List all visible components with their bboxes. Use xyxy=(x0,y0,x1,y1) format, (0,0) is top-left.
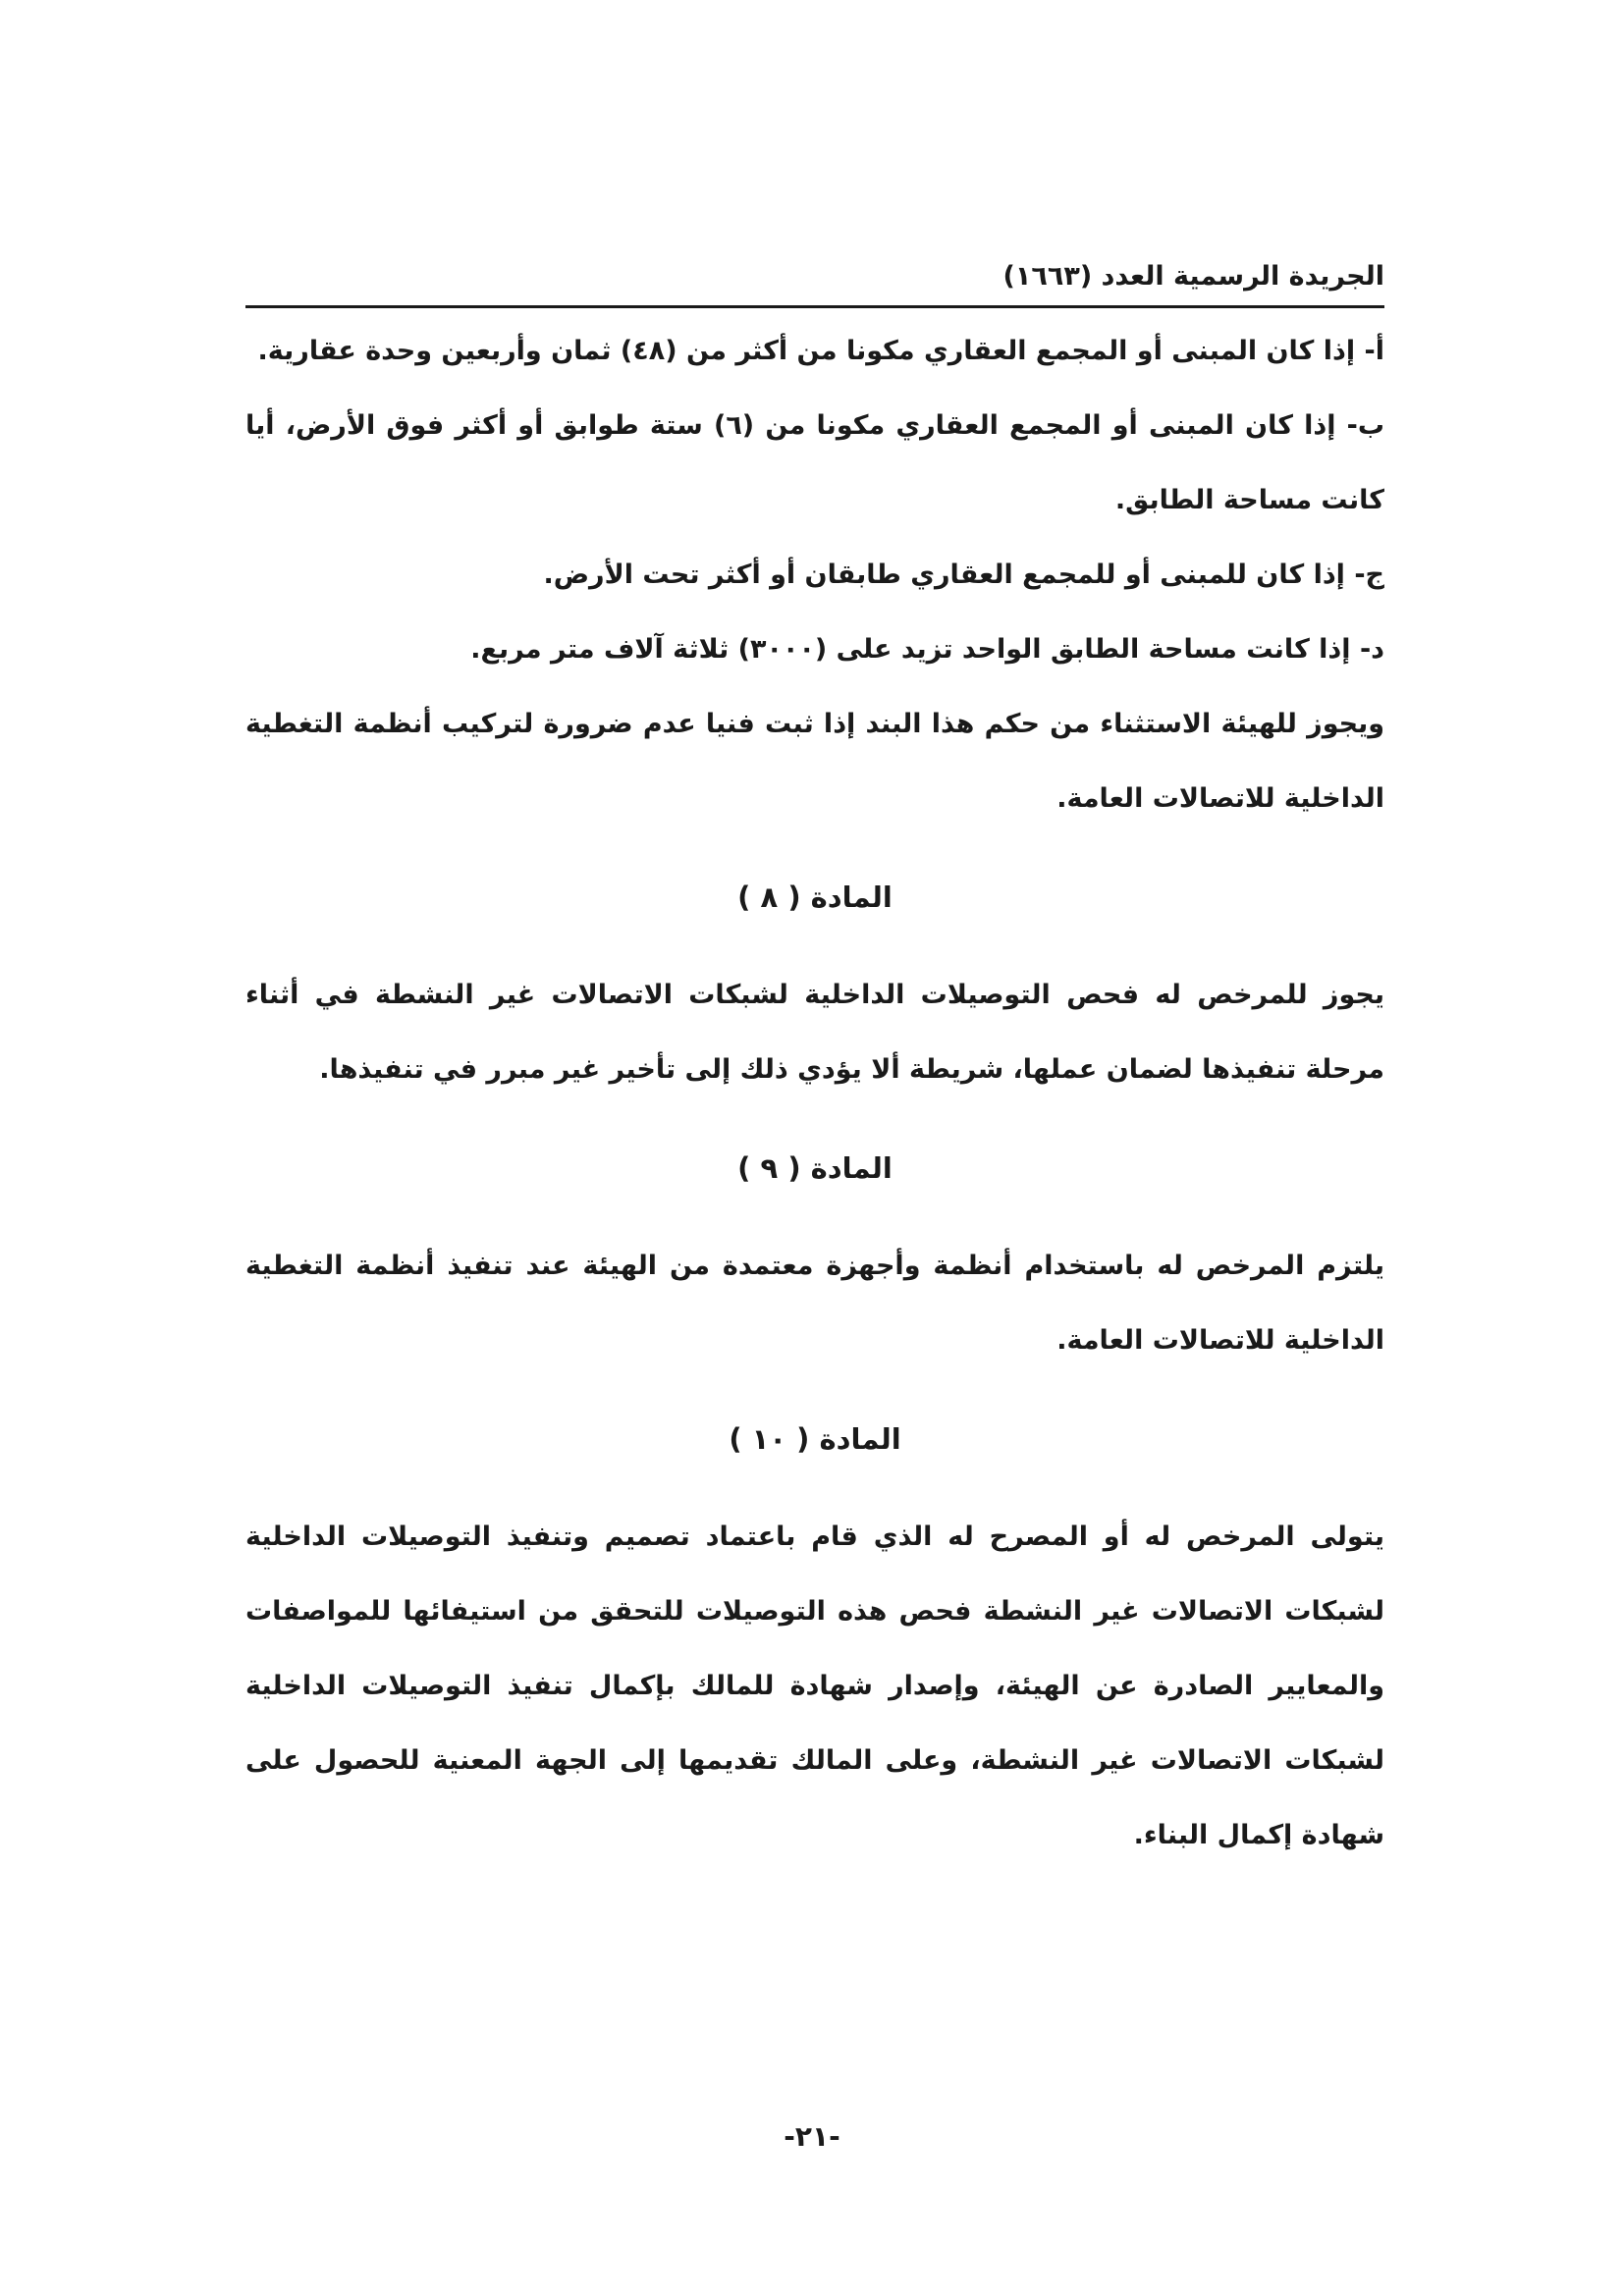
list-item-b xyxy=(245,389,1384,538)
article-10-title: المادة ( ١٠ ) xyxy=(729,1422,901,1456)
list-item-a xyxy=(245,314,1384,389)
list-item-d xyxy=(245,613,1384,687)
article-8-title: المادة ( ٨ ) xyxy=(737,881,893,914)
list-item-b-text: ب- إذا كان المبنى أو المجمع العقاري مكونا من (٦) ستة طوابق أو أكثر فوق الأرض، أيا كانت مساحة الطابق. xyxy=(245,410,1384,515)
article-8-text: يجوز للمرخص له فحص التوصيلات الداخلية لشبكات الاتصالات غير النشطة في أثناء مرحلة تنفيذها لضمان عملها، شريطة ألا يؤدي ذلك إلى تأخير غير مبرر في تنفيذها. xyxy=(245,980,1384,1085)
header-divider xyxy=(245,305,1384,308)
article-9-title: المادة ( ٩ ) xyxy=(737,1151,893,1185)
document-body xyxy=(245,314,1384,1873)
article-10-text: يتولى المرخص له أو المصرح له الذي قام باعتماد تصميم وتنفيذ التوصيلات الداخلية لشبكات الاتصالات غير النشطة فحص هذه التوصيلات للتحقق من استيفائها للمواصفات والمعايير الصادرة عن الهيئة، وإصدار شهادة للمالك بإكمال تنفيذ التوصيلات الداخلية لشبكات الاتصالات غير النشطة، وعلى المالك تقديمها إلى الجهة المعنية للحصول على شهادة إكمال البناء. xyxy=(245,1522,1384,1850)
page-header: الجريدة الرسمية العدد (١٦٦٣) xyxy=(1002,261,1384,292)
list-item-a-text: أ- إذا كان المبنى أو المجمع العقاري مكونا من أكثر من (٤٨) ثمان وأربعين وحدة عقارية. xyxy=(257,336,1384,366)
list-item-c-text: ج- إذا كان للمبنى أو للمجمع العقاري طابقان أو أكثر تحت الأرض. xyxy=(543,560,1384,590)
exception-paragraph: ويجوز للهيئة الاستثناء من حكم هذا البند إذا ثبت فنيا عدم ضرورة لتركيب أنظمة التغطية الداخلية للاتصالات العامة. xyxy=(245,709,1384,814)
page-number: -٢١- xyxy=(784,2120,840,2153)
list-item-d-text: د- إذا كانت مساحة الطابق الواحد تزيد على (٣٠٠٠) ثلاثة آلاف متر مربع. xyxy=(470,634,1384,665)
list-item-c xyxy=(245,538,1384,613)
article-9-text: يلتزم المرخص له باستخدام أنظمة وأجهزة معتمدة من الهيئة عند تنفيذ أنظمة التغطية الداخلية للاتصالات العامة. xyxy=(245,1251,1384,1356)
